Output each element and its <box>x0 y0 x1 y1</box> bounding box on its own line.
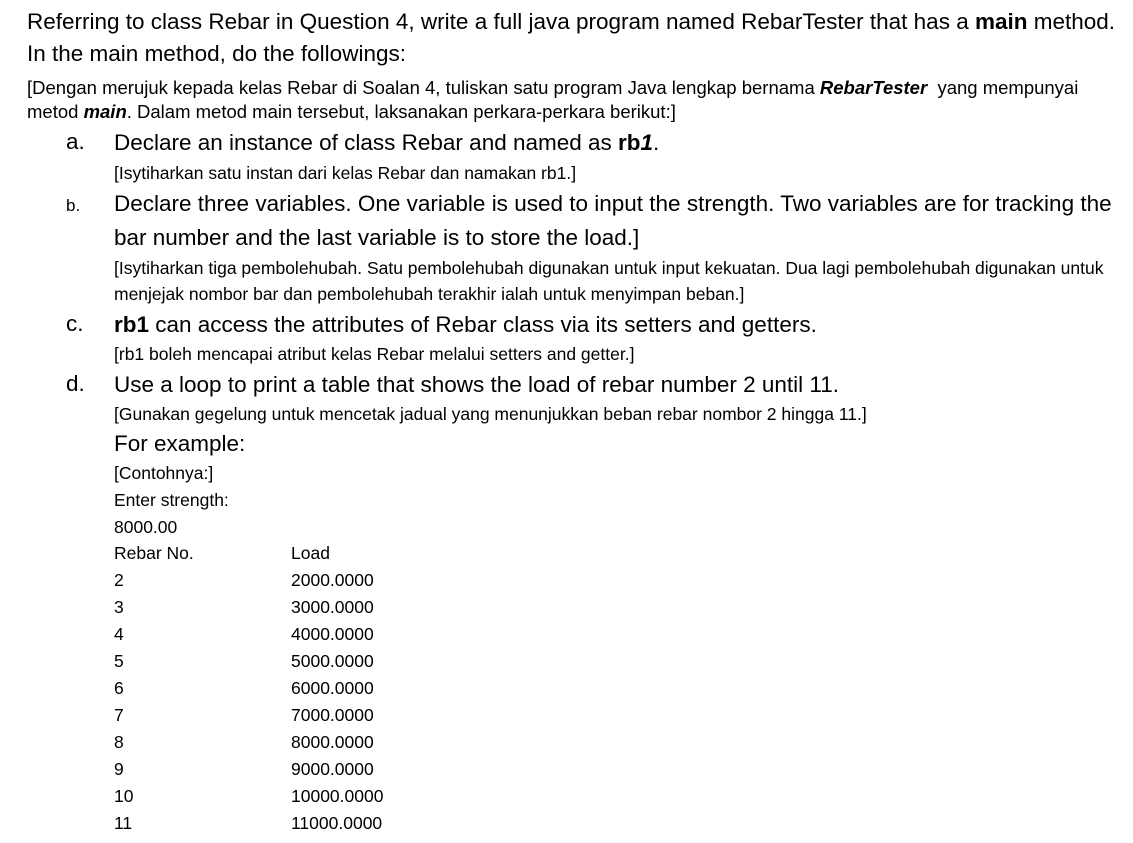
item-c-bold-rb1: rb1 <box>114 312 150 337</box>
load-value: 8000.0000 <box>291 732 374 752</box>
item-c-malay: [rb1 boleh mencapai atribut kelas Rebar melalui setters and getter.] <box>114 344 635 364</box>
item-d-marker: d. <box>66 371 85 396</box>
intro-bold-main: main <box>974 9 1028 34</box>
rebar-number: 9 <box>114 759 124 779</box>
example-table-header <box>114 540 514 567</box>
table-row <box>114 648 514 675</box>
item-d-malay: [Gunakan gegelung untuk mencetak jadual yang menunjukkan beban rebar nombor 2 hingga 11.] <box>114 404 867 424</box>
item-a-english <box>114 126 1114 160</box>
item-a-malay: [Isytiharkan satu instan dari kelas Rebar dan namakan rb1.] <box>114 163 577 183</box>
item-b-english: Declare three variables. One variable is used to input the strength. Two variables are for tracking the bar number and the last variable is to store the load.] <box>114 191 1112 250</box>
question-intro-malay <box>27 76 1122 124</box>
column-header-load: Load <box>291 543 330 563</box>
example-heading-malay: [Contohnya:] <box>114 463 214 483</box>
intro-ms-bold-main: main <box>83 101 127 122</box>
table-row <box>114 810 514 837</box>
intro-ms-text-3: . Dalam metod main tersebut, laksanakan perkara-perkara berikut:] <box>126 101 676 122</box>
load-value: 11000.0000 <box>291 813 383 833</box>
table-row <box>114 567 514 594</box>
table-row <box>114 594 514 621</box>
table-row <box>114 702 514 729</box>
item-b-marker: b. <box>66 196 81 215</box>
table-row <box>114 729 514 756</box>
load-value: 7000.0000 <box>291 705 374 725</box>
item-c-marker: c. <box>66 311 84 336</box>
load-value: 9000.0000 <box>291 759 374 779</box>
load-value: 3000.0000 <box>291 597 374 617</box>
rebar-number: 2 <box>114 570 124 590</box>
rebar-number: 5 <box>114 651 124 671</box>
table-row <box>114 756 514 783</box>
rebar-number: 4 <box>114 624 124 644</box>
rebar-number: 10 <box>114 786 134 806</box>
item-a-marker: a. <box>66 129 85 154</box>
load-value: 5000.0000 <box>291 651 374 671</box>
rebar-number: 6 <box>114 678 124 698</box>
item-d-english: Use a loop to print a table that shows the load of rebar number 2 until 11. <box>114 372 840 397</box>
load-value: 6000.0000 <box>291 678 374 698</box>
question-intro <box>27 6 1122 70</box>
table-row <box>114 675 514 702</box>
table-row <box>114 621 514 648</box>
intro-text-2: method. In the main method, do the followings: <box>27 9 1116 66</box>
item-a-text: Declare an instance of class Rebar and named as <box>114 130 619 155</box>
item-a-period: . <box>653 130 660 155</box>
intro-ms-text-2: yang mempunyai metod <box>27 77 1084 122</box>
load-value: 4000.0000 <box>291 624 374 644</box>
intro-text-1: Referring to class Rebar in Question 4, write a full java program named RebarTester that has a <box>27 9 975 34</box>
column-header-rebar-no: Rebar No. <box>114 543 194 563</box>
example-prompt: Enter strength: <box>114 490 229 510</box>
rebar-number: 11 <box>114 813 133 833</box>
item-c-text: can access the attributes of Rebar class via its setters and getters. <box>149 312 817 337</box>
table-row <box>114 783 514 810</box>
rebar-number: 3 <box>114 597 124 617</box>
rebar-number: 8 <box>114 732 124 752</box>
example-heading: For example: <box>114 431 246 456</box>
load-value: 10000.0000 <box>291 786 384 806</box>
load-value: 2000.0000 <box>291 570 374 590</box>
rebar-number: 7 <box>114 705 124 725</box>
intro-ms-text-1: [Dengan merujuk kepada kelas Rebar di Soalan 4, tuliskan satu program Java lengkap bernama <box>27 77 820 98</box>
item-b-malay: [Isytiharkan tiga pembolehubah. Satu pembolehubah digunakan untuk input kekuatan. Dua lagi pembolehubah digunakan untuk menjejak nombor bar dan pembolehubah terakhir ialah untuk menyimpan beban.] <box>114 258 1104 304</box>
intro-ms-bold-rebartester: RebarTester <box>819 77 928 98</box>
item-a-bold-rb: rb <box>618 130 641 155</box>
item-c-english <box>114 308 1114 342</box>
item-a-bold-italic-1: 1 <box>640 130 654 155</box>
example-input-value: 8000.00 <box>114 517 178 537</box>
